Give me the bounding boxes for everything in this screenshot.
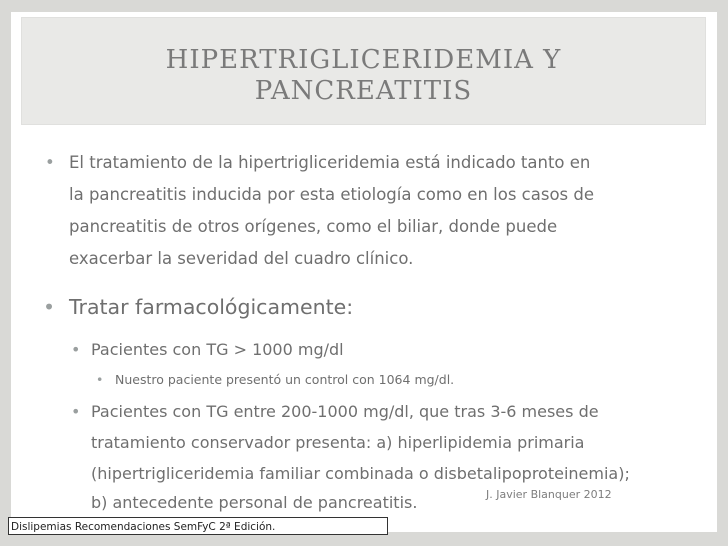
- sub-bullet-1: Pacientes con TG > 1000 mg/dl: [91, 340, 344, 359]
- bullet-dot: •: [45, 153, 55, 172]
- bullet-2-heading: Tratar farmacológicamente:: [69, 295, 354, 319]
- bullet-1-line-4: exacerbar la severidad del cuadro clínico.: [69, 249, 414, 268]
- title-line-2: PANCREATITIS: [254, 76, 473, 106]
- bullet-1-line-1: El tratamiento de la hipertrigliceridemia está indicado tanto en: [69, 153, 591, 172]
- sub-bullet-dot: •: [71, 340, 81, 359]
- sub-bullet-dot: •: [71, 402, 81, 421]
- title-line-1: HIPERTRIGLICERIDEMIA Y: [165, 45, 562, 75]
- source-citation: Dislipemias Recomendaciones SemFyC 2ª Edición.: [8, 517, 388, 535]
- slide: [11, 12, 717, 532]
- bullet-list: [11, 12, 717, 532]
- bullet-1-line-2: la pancreatitis inducida por esta etiología como en los casos de: [69, 185, 595, 204]
- author-credit: J. Javier Blanquer 2012: [486, 488, 612, 501]
- sub-sub-bullet-dot: •: [96, 372, 104, 387]
- sub-bullet-2-line-3: (hipertrigliceridemia familiar combinada o disbetalipoproteinemia);: [91, 464, 630, 483]
- sub-bullet-2-line-2: tratamiento conservador presenta: a) hiperlipidemia primaria: [91, 433, 585, 452]
- sub-bullet-2-line-1: Pacientes con TG entre 200-1000 mg/dl, que tras 3-6 meses de: [91, 402, 599, 421]
- sub-bullet-2-line-4: b) antecedente personal de pancreatitis.: [91, 493, 418, 512]
- bullet-1-line-3: pancreatitis de otros orígenes, como el biliar, donde puede: [69, 217, 558, 236]
- bullet-dot: •: [43, 295, 56, 319]
- sub-sub-bullet-1: Nuestro paciente presentó un control con 1064 mg/dl.: [115, 372, 455, 387]
